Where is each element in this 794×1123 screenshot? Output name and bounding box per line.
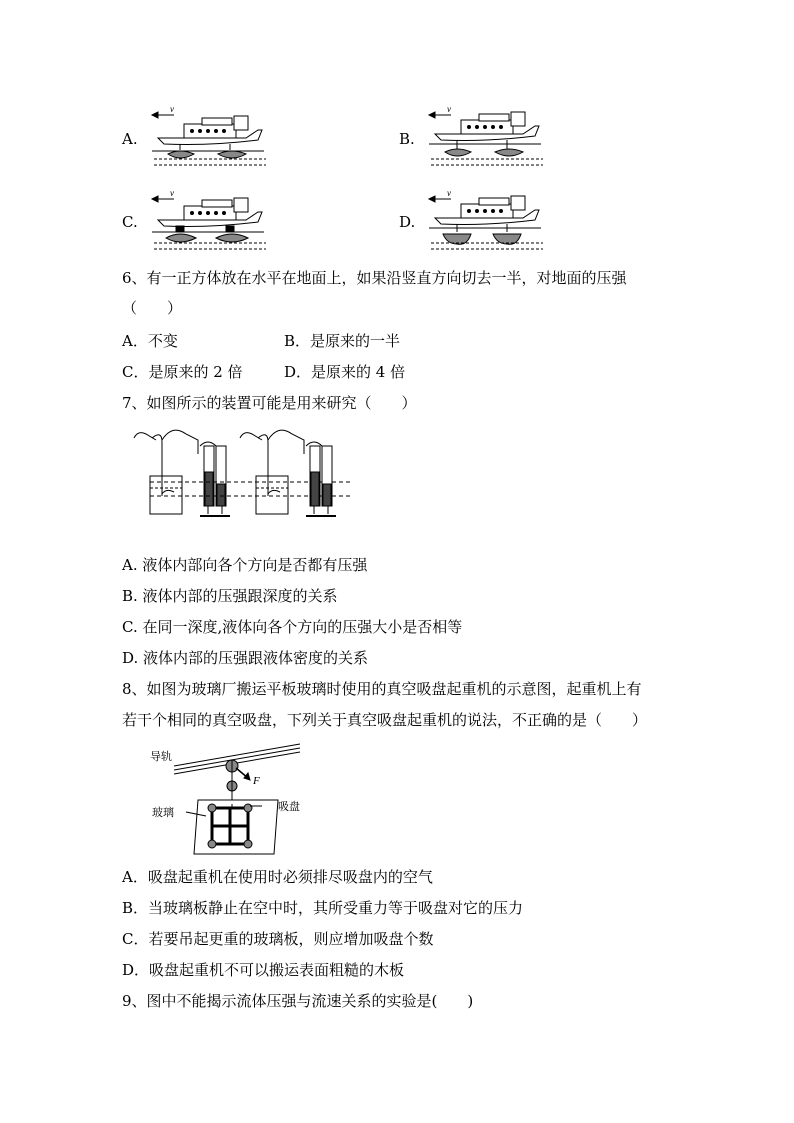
q9-stem: 9、图中不能揭示流体压强与流速关系的实验是( )	[122, 992, 474, 1010]
q6-stem: 6、有一正方体放在水平在地面上，如果沿竖直方向切去一半，对地面的压强	[122, 269, 627, 287]
q5-option-d-letter[interactable]: D.	[399, 213, 416, 231]
q5-option-c-letter[interactable]: C.	[122, 213, 138, 231]
q6-option-b[interactable]: B．是原来的一半	[284, 332, 401, 350]
q8-cup-label: 吸盘	[278, 800, 300, 813]
q5-d-velocity: v	[447, 188, 451, 198]
q8-stem-line2: 若干个相同的真空吸盘，下列关于真空吸盘起重机的说法，不正确的是（ ）	[122, 711, 648, 729]
q7-option-a[interactable]: A. 液体内部向各个方向是否都有压强	[122, 556, 368, 574]
q5-boat-c-figure	[150, 188, 270, 254]
q5-boat-d-figure	[427, 188, 547, 254]
q6-option-c[interactable]: C．是原来的 2 倍	[122, 363, 243, 381]
q5-option-a-letter[interactable]: A.	[122, 130, 138, 148]
q7-option-c[interactable]: C. 在同一深度,液体向各个方向的压强大小是否相等	[122, 618, 463, 636]
q8-glass-label: 玻璃	[152, 806, 174, 819]
q5-a-velocity: v	[170, 104, 174, 114]
q7-stem: 7、如图所示的装置可能是用来研究（ ）	[122, 394, 417, 412]
q7-pressure-gauge-figure	[128, 426, 358, 522]
q5-c-velocity: v	[170, 188, 174, 198]
q7-option-b[interactable]: B. 液体内部的压强跟深度的关系	[122, 587, 338, 605]
q8-option-a[interactable]: A．吸盘起重机在使用时必须排尽吸盘内的空气	[122, 868, 433, 886]
q5-b-velocity: v	[447, 104, 451, 114]
q6-option-d[interactable]: D．是原来的 4 倍	[284, 363, 406, 381]
q5-option-b-letter[interactable]: B.	[399, 130, 415, 148]
q5-boat-b-figure	[427, 104, 547, 170]
q8-force-label: F	[253, 775, 260, 787]
q8-rail-label: 导轨	[150, 750, 172, 763]
q6-blank: （ ）	[122, 299, 183, 317]
q8-option-d[interactable]: D．吸盘起重机不可以搬运表面粗糙的木板	[122, 961, 405, 979]
q8-stem-line1: 8、如图为玻璃厂搬运平板玻璃时使用的真空吸盘起重机的示意图，起重机上有	[122, 680, 642, 698]
q7-option-d[interactable]: D. 液体内部的压强跟液体密度的关系	[122, 649, 369, 667]
q8-option-c[interactable]: C．若要吊起更重的玻璃板，则应增加吸盘个数	[122, 930, 434, 948]
q6-option-a[interactable]: A．不变	[122, 332, 178, 350]
q5-boat-a-figure	[150, 104, 270, 170]
q8-option-b[interactable]: B．当玻璃板静止在空中时，其所受重力等于吸盘对它的压力	[122, 899, 524, 917]
q8-vacuum-crane-figure	[150, 744, 320, 862]
